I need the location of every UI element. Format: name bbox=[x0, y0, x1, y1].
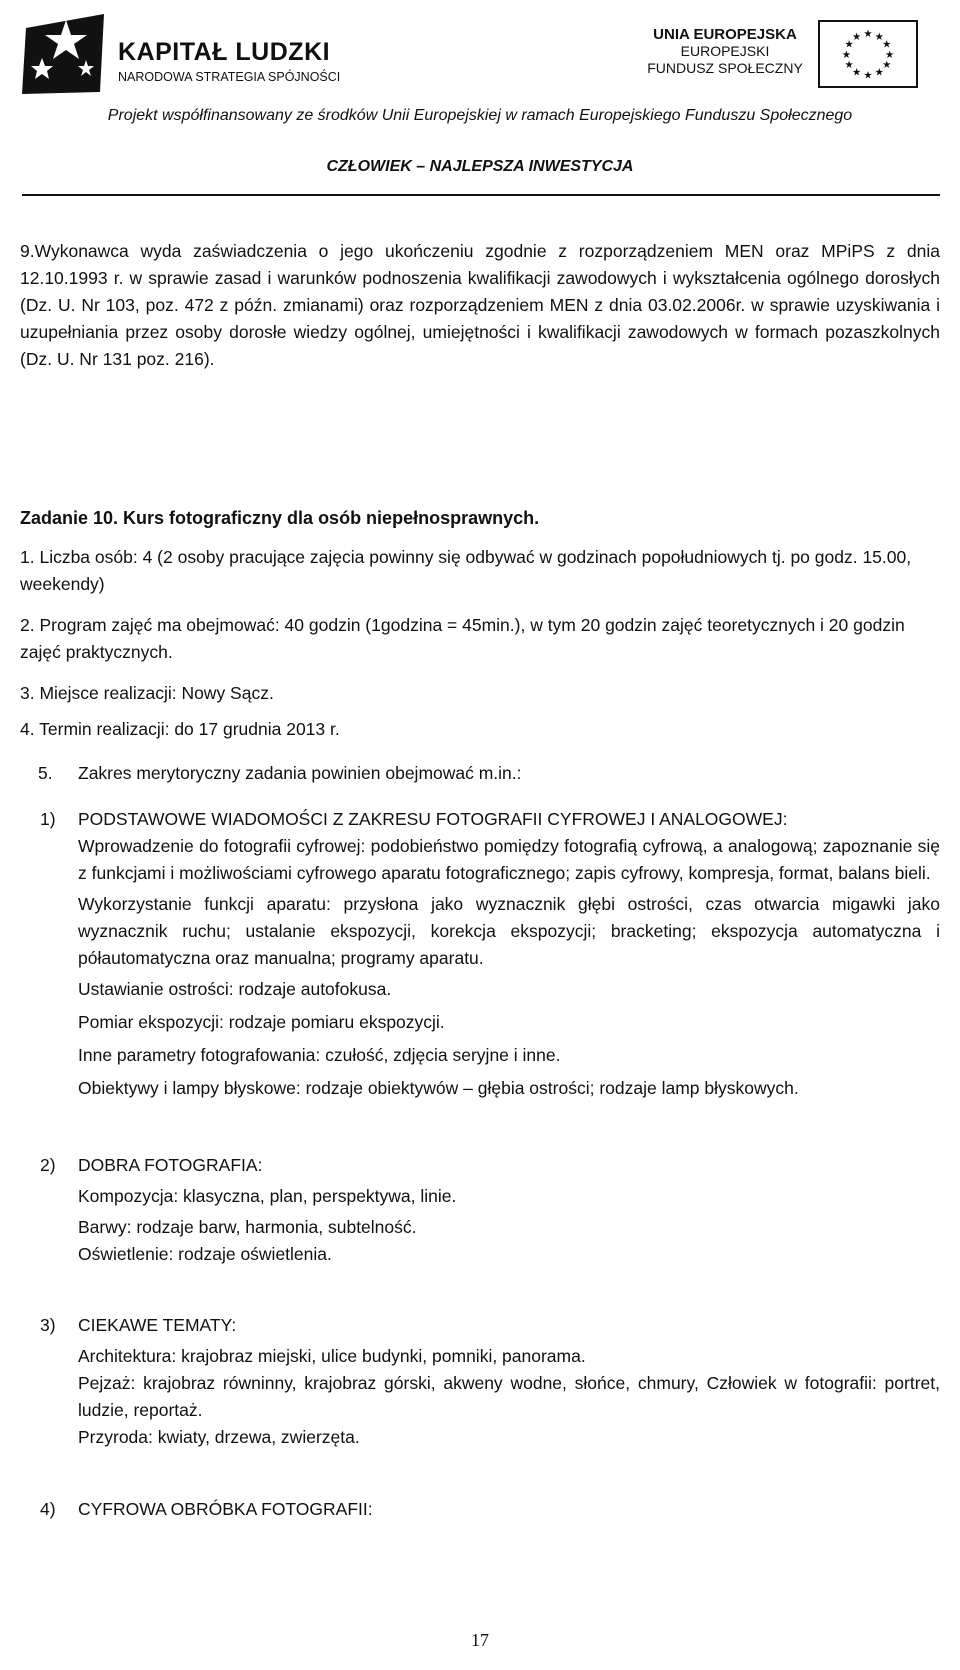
task-item-5-text: Zakres merytoryczny zadania powinien obejmować m.in.: bbox=[78, 763, 522, 783]
section-line: Przyroda: kwiaty, drzewa, zwierzęta. bbox=[78, 1427, 360, 1447]
svg-text:★: ★ bbox=[885, 48, 895, 61]
eu-logo-text bbox=[640, 26, 810, 77]
section-title: DOBRA FOTOGRAFIA: bbox=[78, 1155, 263, 1175]
section-line: Pomiar ekspozycji: rodzaje pomiaru ekspozycji. bbox=[78, 1012, 445, 1032]
svg-text:★: ★ bbox=[882, 38, 892, 51]
svg-text:★: ★ bbox=[844, 59, 854, 72]
kapital-ludzki-logo bbox=[20, 10, 340, 98]
task-item-5 bbox=[38, 760, 522, 787]
section-body bbox=[78, 1312, 940, 1451]
svg-text:★: ★ bbox=[841, 48, 851, 61]
svg-text:★: ★ bbox=[852, 30, 862, 43]
section-line: Barwy: rodzaje barw, harmonia, subtelność. bbox=[78, 1217, 417, 1237]
section-body bbox=[78, 1152, 940, 1268]
section-title: CYFROWA OBRÓBKA FOTOGRAFII: bbox=[78, 1499, 373, 1519]
eu-line-3: FUNDUSZ SPOŁECZNY bbox=[647, 60, 803, 76]
section-line: Wykorzystanie funkcji aparatu: przysłona jako wyznacznik głębi ostrości, czas otwarcia migawki jako wyznacznik ruchu; ustalanie ekspozycji, korekcja ekspozycji; bracketing; ekspozycja automatyczna i półautomatyczna oraz manualna; programy aparatu. bbox=[78, 894, 940, 968]
task-item-3: 3. Miejsce realizacji: Nowy Sącz. bbox=[20, 683, 274, 703]
task-item-1: 1. Liczba osób: 4 (2 osoby pracujące zajęcia powinny się odbywać w godzinach popołudniowych tj. po godz. 15.00, weekendy) bbox=[20, 547, 912, 594]
section-number: 1) bbox=[40, 809, 56, 829]
svg-text:★: ★ bbox=[863, 28, 873, 41]
eu-logo bbox=[640, 20, 930, 100]
header-divider bbox=[22, 194, 940, 196]
section-line: Pejzaż: krajobraz równinny, krajobraz górski, akweny wodne, słońce, chmury, Człowiek w fotografii: portret, ludzie, reportaż. bbox=[78, 1373, 940, 1420]
section-number: 4) bbox=[40, 1499, 56, 1519]
section-line: Kompozycja: klasyczna, plan, perspektywa, linie. bbox=[78, 1186, 457, 1206]
section-line: Wprowadzenie do fotografii cyfrowej: podobieństwo pomiędzy fotografią cyfrową, a analogową; zapoznanie się z funkcjami i możliwościami cyfrowego aparatu fotograficznego; zapis cyfrowy, kompresja, format, balans bieli. bbox=[78, 836, 940, 883]
slogan: CZŁOWIEK – NAJLEPSZA INWESTYCJA bbox=[326, 158, 634, 175]
section-line: Inne parametry fotografowania: czułość, zdjęcia seryjne i inne. bbox=[78, 1045, 561, 1065]
section-number: 2) bbox=[40, 1155, 56, 1175]
svg-text:★: ★ bbox=[863, 69, 873, 82]
paragraph-9: 9.Wykonawca wyda zaświadczenia o jego ukończeniu zgodnie z rozporządzeniem MEN oraz MPiPS z dnia 12.10.1993 r. w sprawie zasad i warunków podnoszenia kwalifikacji zawodowych i wykształcenia ogólnego dorosłych (Dz. U. Nr 103, poz. 472 z późn. zmianami) oraz rozporządzeniem MEN z dnia 03.02.2006r. w sprawie uzyskiwania i uzupełniania przez osoby dorosłe wiedzy ogólnej, umiejętności i kwalifikacji zawodowych w formach pozaszkolnych (Dz. U. Nr 131 poz. 216). bbox=[20, 241, 940, 369]
section-title: CIEKAWE TEMATY: bbox=[78, 1315, 237, 1335]
task-item-2: 2. Program zajęć ma obejmować: 40 godzin (1godzina = 45min.), w tym 20 godzin zajęć teoretycznych i 20 godzin zajęć praktycznych. bbox=[20, 615, 905, 662]
section-line: Ustawianie ostrości: rodzaje autofokusa. bbox=[78, 979, 392, 999]
svg-text:★: ★ bbox=[882, 59, 892, 72]
section-line: Architektura: krajobraz miejski, ulice budynki, pomniki, panorama. bbox=[78, 1346, 586, 1366]
page-number: 17 bbox=[471, 1630, 489, 1650]
section-line: Oświetlenie: rodzaje oświetlenia. bbox=[78, 1244, 332, 1264]
kapital-ludzki-subtitle: NARODOWA STRATEGIA SPÓJNOŚCI bbox=[118, 70, 341, 84]
eu-flag-icon bbox=[818, 20, 918, 88]
svg-text:★: ★ bbox=[874, 66, 884, 79]
eu-line-1: UNIA EUROPEJSKA bbox=[653, 26, 797, 43]
section-body bbox=[78, 1496, 940, 1523]
task-title: Zadanie 10. Kurs fotograficzny dla osób niepełnosprawnych. bbox=[20, 508, 540, 528]
svg-text:★: ★ bbox=[874, 30, 884, 43]
svg-text:★: ★ bbox=[844, 38, 854, 51]
task-item-4: 4. Termin realizacji: do 17 grudnia 2013 r. bbox=[20, 719, 340, 739]
kapital-ludzki-emblem-icon bbox=[20, 10, 112, 96]
task-item-5-number: 5. bbox=[38, 763, 53, 783]
project-cofinancing-line: Projekt współfinansowany ze środków Unii Europejskiej w ramach Europejskiego Funduszu Społecznego bbox=[107, 107, 853, 124]
svg-text:★: ★ bbox=[852, 66, 862, 79]
section-number: 3) bbox=[40, 1315, 56, 1335]
eu-line-2: EUROPEJSKI bbox=[680, 43, 770, 59]
kapital-ludzki-title: KAPITAŁ LUDZKI bbox=[118, 38, 331, 66]
section-body bbox=[78, 806, 940, 1102]
section-line: Obiektywy i lampy błyskowe: rodzaje obiektywów – głębia ostrości; rodzaje lamp błyskowych. bbox=[78, 1078, 799, 1098]
section-title: PODSTAWOWE WIADOMOŚCI Z ZAKRESU FOTOGRAFII CYFROWEJ I ANALOGOWEJ: bbox=[78, 809, 788, 829]
